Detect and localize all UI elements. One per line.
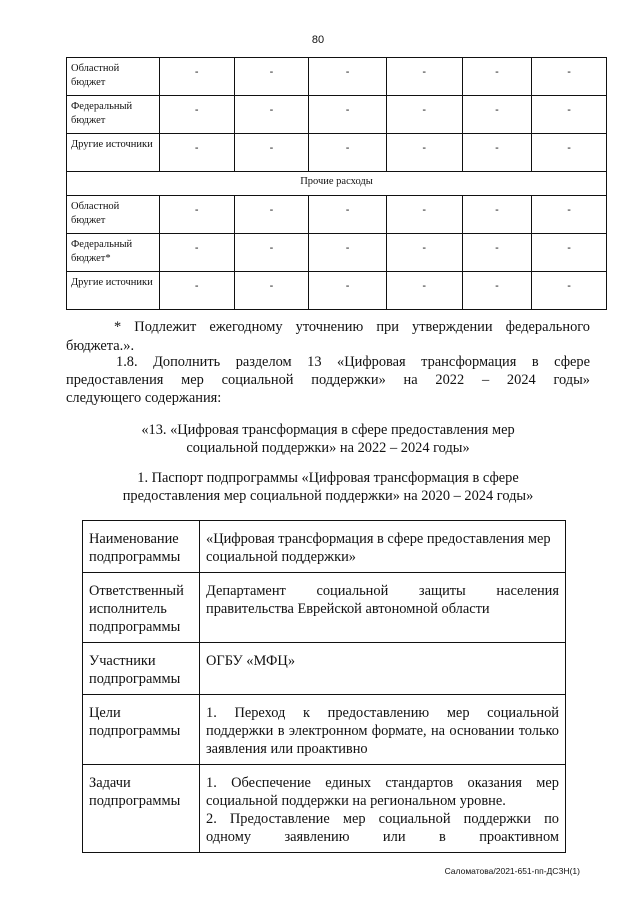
amount-cell: - xyxy=(234,96,309,134)
table-row xyxy=(67,172,607,196)
footnote-line-1: * Подлежит ежегодному уточнению при утверждении федерального xyxy=(114,319,590,335)
amount-cell: - xyxy=(234,272,309,310)
amount-cell: - xyxy=(386,134,462,172)
amount-cell: - xyxy=(159,96,234,134)
passport-label-participants: Участники подпрограммы xyxy=(83,643,200,695)
amend-line-1: 1.8. Дополнить разделом 13 «Цифровая трансформация в сфере xyxy=(116,354,590,370)
passport-label-tasks: Задачи подпрограммы xyxy=(83,765,200,853)
amount-cell: - xyxy=(386,96,462,134)
amount-cell: - xyxy=(309,58,387,96)
amount-cell: - xyxy=(234,234,309,272)
amount-cell: - xyxy=(309,134,387,172)
budget-table-top-rows xyxy=(67,58,607,172)
amount-cell: - xyxy=(462,96,532,134)
amount-cell: - xyxy=(159,234,234,272)
amount-cell: - xyxy=(309,234,387,272)
amount-cell: - xyxy=(532,58,607,96)
amount-cell: - xyxy=(462,58,532,96)
table-row xyxy=(83,695,566,765)
funding-source-cell: Областной бюджет xyxy=(67,58,160,96)
amount-cell: - xyxy=(462,234,532,272)
footnote-line-2: бюджета.». xyxy=(66,338,135,354)
amount-cell: - xyxy=(462,134,532,172)
table-row xyxy=(67,272,607,310)
task-item-1: 1. Обеспечение единых стандартов оказания мер социальной поддержки на региональном уровне. xyxy=(206,775,559,809)
amount-cell: - xyxy=(386,196,462,234)
amount-cell: - xyxy=(159,196,234,234)
amount-cell: - xyxy=(309,96,387,134)
table-row xyxy=(83,643,566,695)
table-row xyxy=(83,765,566,853)
passport-table xyxy=(82,520,566,853)
funding-source-cell: Федеральный бюджет* xyxy=(67,234,160,272)
page-number: 80 xyxy=(311,34,325,46)
section-heading-line-1: «13. «Цифровая трансформация в сфере предоставления мер xyxy=(141,422,515,438)
amount-cell: - xyxy=(309,196,387,234)
passport-label-executor: Ответственный исполнитель подпрограммы xyxy=(83,573,200,643)
amount-cell: - xyxy=(386,234,462,272)
amount-cell: - xyxy=(532,134,607,172)
passport-value-name: «Цифровая трансформация в сфере предоставления мер социальной поддержки» xyxy=(200,521,566,573)
passport-label-name: Наименование подпрограммы xyxy=(83,521,200,573)
task-item-2: 2. Предоставление мер социальной поддержки по одному заявлению или в проактивном xyxy=(206,811,559,845)
amount-cell: - xyxy=(159,134,234,172)
budget-table-bottom-rows xyxy=(67,196,607,310)
passport-value-participants: ОГБУ «МФЦ» xyxy=(200,643,566,695)
table-row xyxy=(67,96,607,134)
passport-label-goals: Цели подпрограммы xyxy=(83,695,200,765)
amount-cell: - xyxy=(159,58,234,96)
funding-source-cell: Областной бюджет xyxy=(67,196,160,234)
amount-cell: - xyxy=(234,134,309,172)
amount-cell: - xyxy=(532,96,607,134)
funding-source-cell: Другие источники xyxy=(67,272,160,310)
table-row xyxy=(67,134,607,172)
amount-cell: - xyxy=(159,272,234,310)
funding-source-cell: Другие источники xyxy=(67,134,160,172)
passport-title-line-1: 1. Паспорт подпрограммы «Цифровая трансформация в сфере xyxy=(137,470,519,486)
budget-table xyxy=(66,57,607,310)
amount-cell: - xyxy=(532,272,607,310)
amount-cell: - xyxy=(234,58,309,96)
table-row xyxy=(67,234,607,272)
document-footer: Саломатова/2021-651-пп-ДСЗН(1) xyxy=(444,866,580,876)
amount-cell: - xyxy=(386,272,462,310)
amount-cell: - xyxy=(532,196,607,234)
amount-cell: - xyxy=(234,196,309,234)
amount-cell: - xyxy=(386,58,462,96)
passport-value-tasks xyxy=(200,765,566,853)
section-heading-line-2: социальной поддержки» на 2022 – 2024 годы» xyxy=(186,440,470,456)
amount-cell: - xyxy=(462,272,532,310)
section-title: Прочие расходы xyxy=(67,172,607,196)
amount-cell: - xyxy=(309,272,387,310)
table-row xyxy=(83,573,566,643)
amount-cell: - xyxy=(532,234,607,272)
table-row xyxy=(83,521,566,573)
passport-value-goals: 1. Переход к предоставлению мер социальной поддержки в электронном формате, на основании только заявления или проактивно xyxy=(200,695,566,765)
amount-cell: - xyxy=(462,196,532,234)
table-row xyxy=(67,58,607,96)
passport-title-line-2: предоставления мер социальной поддержки» на 2020 – 2024 годы» xyxy=(122,488,534,504)
amend-line-2: предоставления мер социальной поддержки» на 2022 – 2024 годы» xyxy=(66,372,590,388)
passport-value-executor: Департамент социальной защиты населения правительства Еврейской автономной области xyxy=(200,573,566,643)
funding-source-cell: Федеральный бюджет xyxy=(67,96,160,134)
amend-line-3: следующего содержания: xyxy=(66,390,222,406)
table-row xyxy=(67,196,607,234)
